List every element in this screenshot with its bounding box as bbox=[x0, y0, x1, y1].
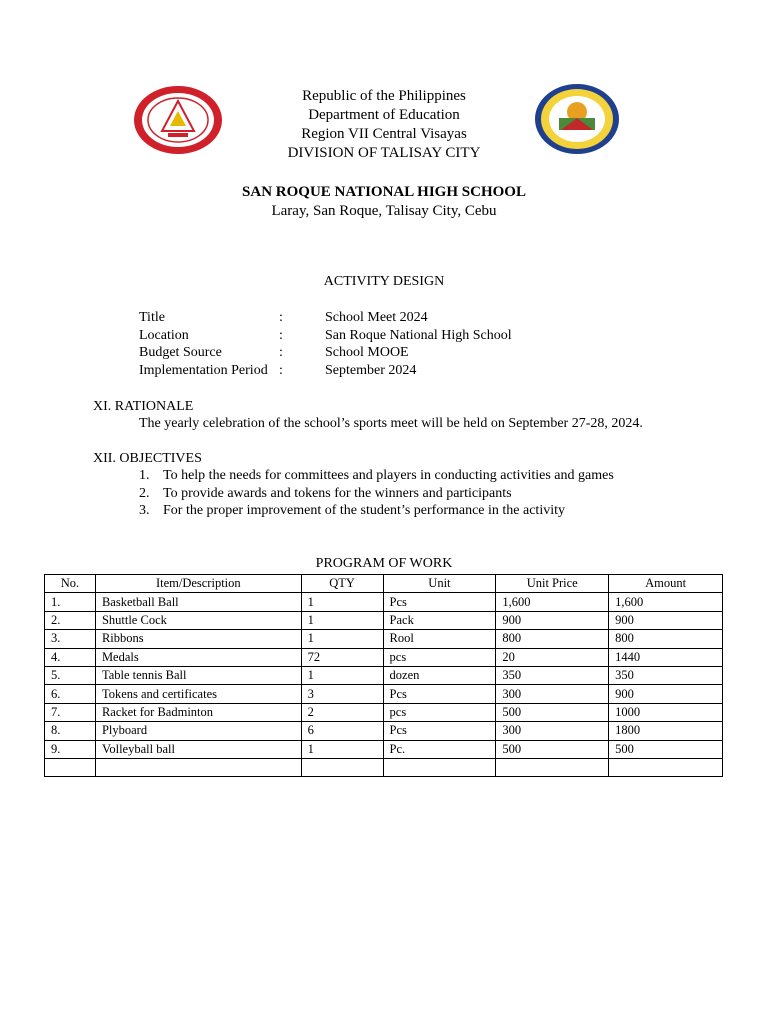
cell-qty: 2 bbox=[301, 703, 383, 721]
objectives-list bbox=[139, 467, 614, 520]
info-value: School MOOE bbox=[325, 345, 409, 361]
cell-qty: 1 bbox=[301, 740, 383, 758]
header-line-region: Region VII Central Visayas bbox=[301, 126, 467, 142]
cell-no: 6. bbox=[45, 685, 96, 703]
school-name: SAN ROQUE NATIONAL HIGH SCHOOL bbox=[242, 184, 526, 200]
cell-unit-price: 500 bbox=[496, 703, 609, 721]
cell-no: 9. bbox=[45, 740, 96, 758]
column-header-item: Item/Description bbox=[95, 575, 301, 593]
column-header-unit: Unit bbox=[383, 575, 496, 593]
list-item bbox=[139, 467, 614, 485]
rationale-text: The yearly celebration of the school’s sports meet will be held on September 27-28, 2024. bbox=[139, 416, 643, 431]
table-row bbox=[45, 611, 723, 629]
cell-amount: 800 bbox=[609, 630, 723, 648]
cell-amount: 1800 bbox=[609, 722, 723, 740]
cell-qty: 1 bbox=[301, 666, 383, 684]
header-line-division: DIVISION OF TALISAY CITY bbox=[287, 145, 481, 161]
table-row bbox=[45, 666, 723, 684]
table-row bbox=[45, 593, 723, 611]
table-row bbox=[45, 740, 723, 758]
cell-unit: Pcs bbox=[383, 593, 496, 611]
cell-unit: pcs bbox=[383, 703, 496, 721]
info-value: School Meet 2024 bbox=[325, 310, 428, 325]
info-label: Budget Source bbox=[139, 345, 222, 361]
cell-item bbox=[95, 758, 301, 776]
cell-unit-price: 20 bbox=[496, 648, 609, 666]
cell-amount: 1000 bbox=[609, 703, 723, 721]
table-header-row bbox=[45, 575, 723, 593]
cell-unit-price: 500 bbox=[496, 740, 609, 758]
list-item-text: To help the needs for committees and players in conducting activities and games bbox=[163, 468, 614, 483]
cell-qty: 1 bbox=[301, 593, 383, 611]
school-block bbox=[0, 183, 768, 221]
info-colon: : bbox=[279, 345, 283, 361]
info-row-implementation-period bbox=[139, 362, 512, 380]
info-row-budget-source bbox=[139, 344, 512, 362]
info-label: Location bbox=[139, 327, 189, 343]
document-title: ACTIVITY DESIGN bbox=[323, 274, 445, 289]
list-item bbox=[139, 485, 614, 503]
info-colon: : bbox=[279, 363, 283, 379]
cell-unit-price bbox=[496, 758, 609, 776]
cell-unit-price: 350 bbox=[496, 666, 609, 684]
cell-amount: 900 bbox=[609, 611, 723, 629]
cell-item: Ribbons bbox=[95, 630, 301, 648]
cell-unit-price: 900 bbox=[496, 611, 609, 629]
cell-qty: 6 bbox=[301, 722, 383, 740]
letterhead bbox=[0, 87, 768, 163]
cell-unit: Pcs bbox=[383, 722, 496, 740]
table-row bbox=[45, 648, 723, 666]
cell-unit: dozen bbox=[383, 666, 496, 684]
info-row-location bbox=[139, 327, 512, 345]
program-of-work-title: PROGRAM OF WORK bbox=[315, 556, 453, 571]
cell-item: Table tennis Ball bbox=[95, 666, 301, 684]
cell-qty: 1 bbox=[301, 630, 383, 648]
cell-unit-price: 300 bbox=[496, 685, 609, 703]
list-item-text: To provide awards and tokens for the winners and participants bbox=[163, 485, 512, 501]
cell-amount: 500 bbox=[609, 740, 723, 758]
cell-item: Medals bbox=[95, 648, 301, 666]
cell-unit-price: 800 bbox=[496, 630, 609, 648]
cell-no: 1. bbox=[45, 593, 96, 611]
table-row bbox=[45, 722, 723, 740]
program-of-work-table bbox=[44, 574, 723, 777]
cell-qty: 72 bbox=[301, 648, 383, 666]
table-row bbox=[45, 685, 723, 703]
info-value: September 2024 bbox=[325, 363, 417, 379]
cell-no: 5. bbox=[45, 666, 96, 684]
table-row bbox=[45, 630, 723, 648]
cell-unit: pcs bbox=[383, 648, 496, 666]
cell-unit: Pc. bbox=[383, 740, 496, 758]
cell-no: 4. bbox=[45, 648, 96, 666]
cell-no: 8. bbox=[45, 722, 96, 740]
cell-unit: Rool bbox=[383, 630, 496, 648]
cell-item: Basketball Ball bbox=[95, 593, 301, 611]
list-item-number: 3. bbox=[139, 503, 150, 519]
rationale-heading: XI. RATIONALE bbox=[93, 399, 194, 414]
cell-item: Volleyball ball bbox=[95, 740, 301, 758]
cell-unit-price: 1,600 bbox=[496, 593, 609, 611]
header-line-republic: Republic of the Philippines bbox=[302, 88, 466, 104]
column-header-qty: QTY bbox=[301, 575, 383, 593]
info-colon: : bbox=[279, 310, 283, 325]
objectives-heading: XII. OBJECTIVES bbox=[93, 451, 202, 466]
cell-amount bbox=[609, 758, 723, 776]
list-item-number: 2. bbox=[139, 485, 150, 501]
column-header-no: No. bbox=[45, 575, 96, 593]
cell-amount: 350 bbox=[609, 666, 723, 684]
header-line-department: Department of Education bbox=[308, 107, 460, 123]
list-item-number: 1. bbox=[139, 468, 150, 483]
cell-unit-price: 300 bbox=[496, 722, 609, 740]
info-row-title bbox=[139, 309, 512, 327]
cell-item: Plyboard bbox=[95, 722, 301, 740]
table-row bbox=[45, 758, 723, 776]
cell-amount: 900 bbox=[609, 685, 723, 703]
activity-info bbox=[139, 309, 512, 380]
cell-unit: Pack bbox=[383, 611, 496, 629]
info-label: Title bbox=[139, 310, 165, 325]
column-header-unit-price: Unit Price bbox=[496, 575, 609, 593]
cell-qty: 3 bbox=[301, 685, 383, 703]
info-value: San Roque National High School bbox=[325, 327, 512, 343]
cell-unit bbox=[383, 758, 496, 776]
cell-item: Shuttle Cock bbox=[95, 611, 301, 629]
info-label: Implementation Period bbox=[139, 363, 268, 379]
school-address: Laray, San Roque, Talisay City, Cebu bbox=[271, 203, 497, 219]
cell-unit: Pcs bbox=[383, 685, 496, 703]
cell-no: 3. bbox=[45, 630, 96, 648]
cell-amount: 1,600 bbox=[609, 593, 723, 611]
cell-no: 7. bbox=[45, 703, 96, 721]
cell-qty: 1 bbox=[301, 611, 383, 629]
cell-item: Tokens and certificates bbox=[95, 685, 301, 703]
cell-item: Racket for Badminton bbox=[95, 703, 301, 721]
info-colon: : bbox=[279, 327, 283, 343]
cell-qty bbox=[301, 758, 383, 776]
cell-no: 2. bbox=[45, 611, 96, 629]
cell-amount: 1440 bbox=[609, 648, 723, 666]
cell-no bbox=[45, 758, 96, 776]
column-header-amount: Amount bbox=[609, 575, 723, 593]
list-item-text: For the proper improvement of the student’s performance in the activity bbox=[163, 503, 565, 519]
table-row bbox=[45, 703, 723, 721]
list-item bbox=[139, 502, 614, 520]
